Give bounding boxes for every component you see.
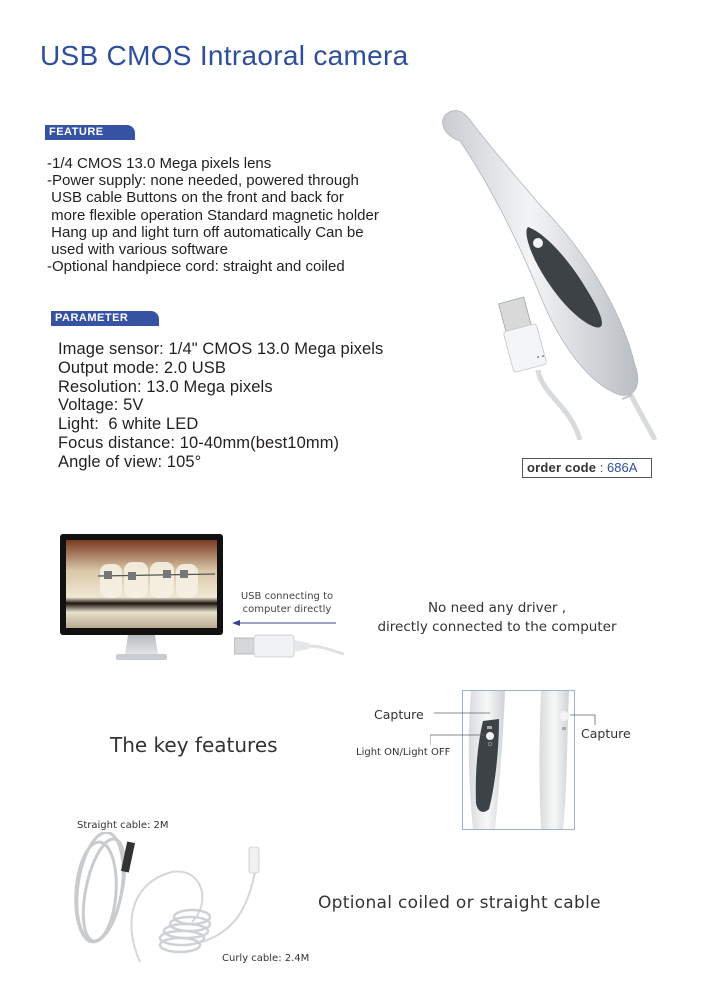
order-code-value: 686A: [607, 460, 638, 475]
key-features-heading: The key features: [110, 733, 278, 757]
arrow-left-icon: [232, 618, 336, 628]
curly-cable-label: Curly cable: 2.4M: [222, 953, 310, 964]
cables-image: [62, 832, 277, 972]
no-driver-note: [362, 599, 632, 637]
straight-cable-label: Straight cable: 2M: [77, 820, 169, 831]
usb-plug-image: [234, 632, 344, 660]
monitor-image: [60, 534, 223, 662]
capture-back-label: Capture: [581, 726, 631, 741]
parameter-tag: PARAMETER: [51, 311, 159, 326]
no-driver-line-1: No need any driver ,: [427, 600, 567, 616]
usb-connection-note: [236, 590, 338, 616]
usb-note-line-2: computer directly: [242, 604, 332, 615]
parameter-list: Image sensor: 1/4" CMOS 13.0 Mega pixels Output mode: 2.0 USB Resolution: 13.0 Mega pixels Voltage: 5V Light: 6 white LED Focus distance: 10-40mm(best10mm) Angle of view: 105°: [58, 340, 384, 471]
order-code-box: [522, 458, 652, 478]
light-toggle-label: Light ON/Light OFF: [356, 747, 451, 758]
order-code-label: order code: [527, 460, 597, 475]
order-code-separator: :: [596, 460, 608, 475]
usb-note-line-1: USB connecting to: [240, 591, 334, 602]
feature-list: -1/4 CMOS 13.0 Mega pixels lens -Power supply: none needed, powered through USB cable Buttons on the front and back for more flexible operation Standard magnetic holder Hang up and light turn off automatically Can be used with various software -Optional handpiece cord: straight and coiled: [47, 155, 379, 276]
no-driver-line-2: directly connected to the computer: [377, 619, 617, 635]
optional-cable-caption: Optional coiled or straight cable: [318, 893, 601, 913]
page-title: USB CMOS Intraoral camera: [40, 40, 409, 71]
capture-front-label: Capture: [374, 707, 424, 722]
camera-handpiece-image: [430, 95, 660, 440]
feature-tag: FEATURE: [45, 125, 135, 140]
